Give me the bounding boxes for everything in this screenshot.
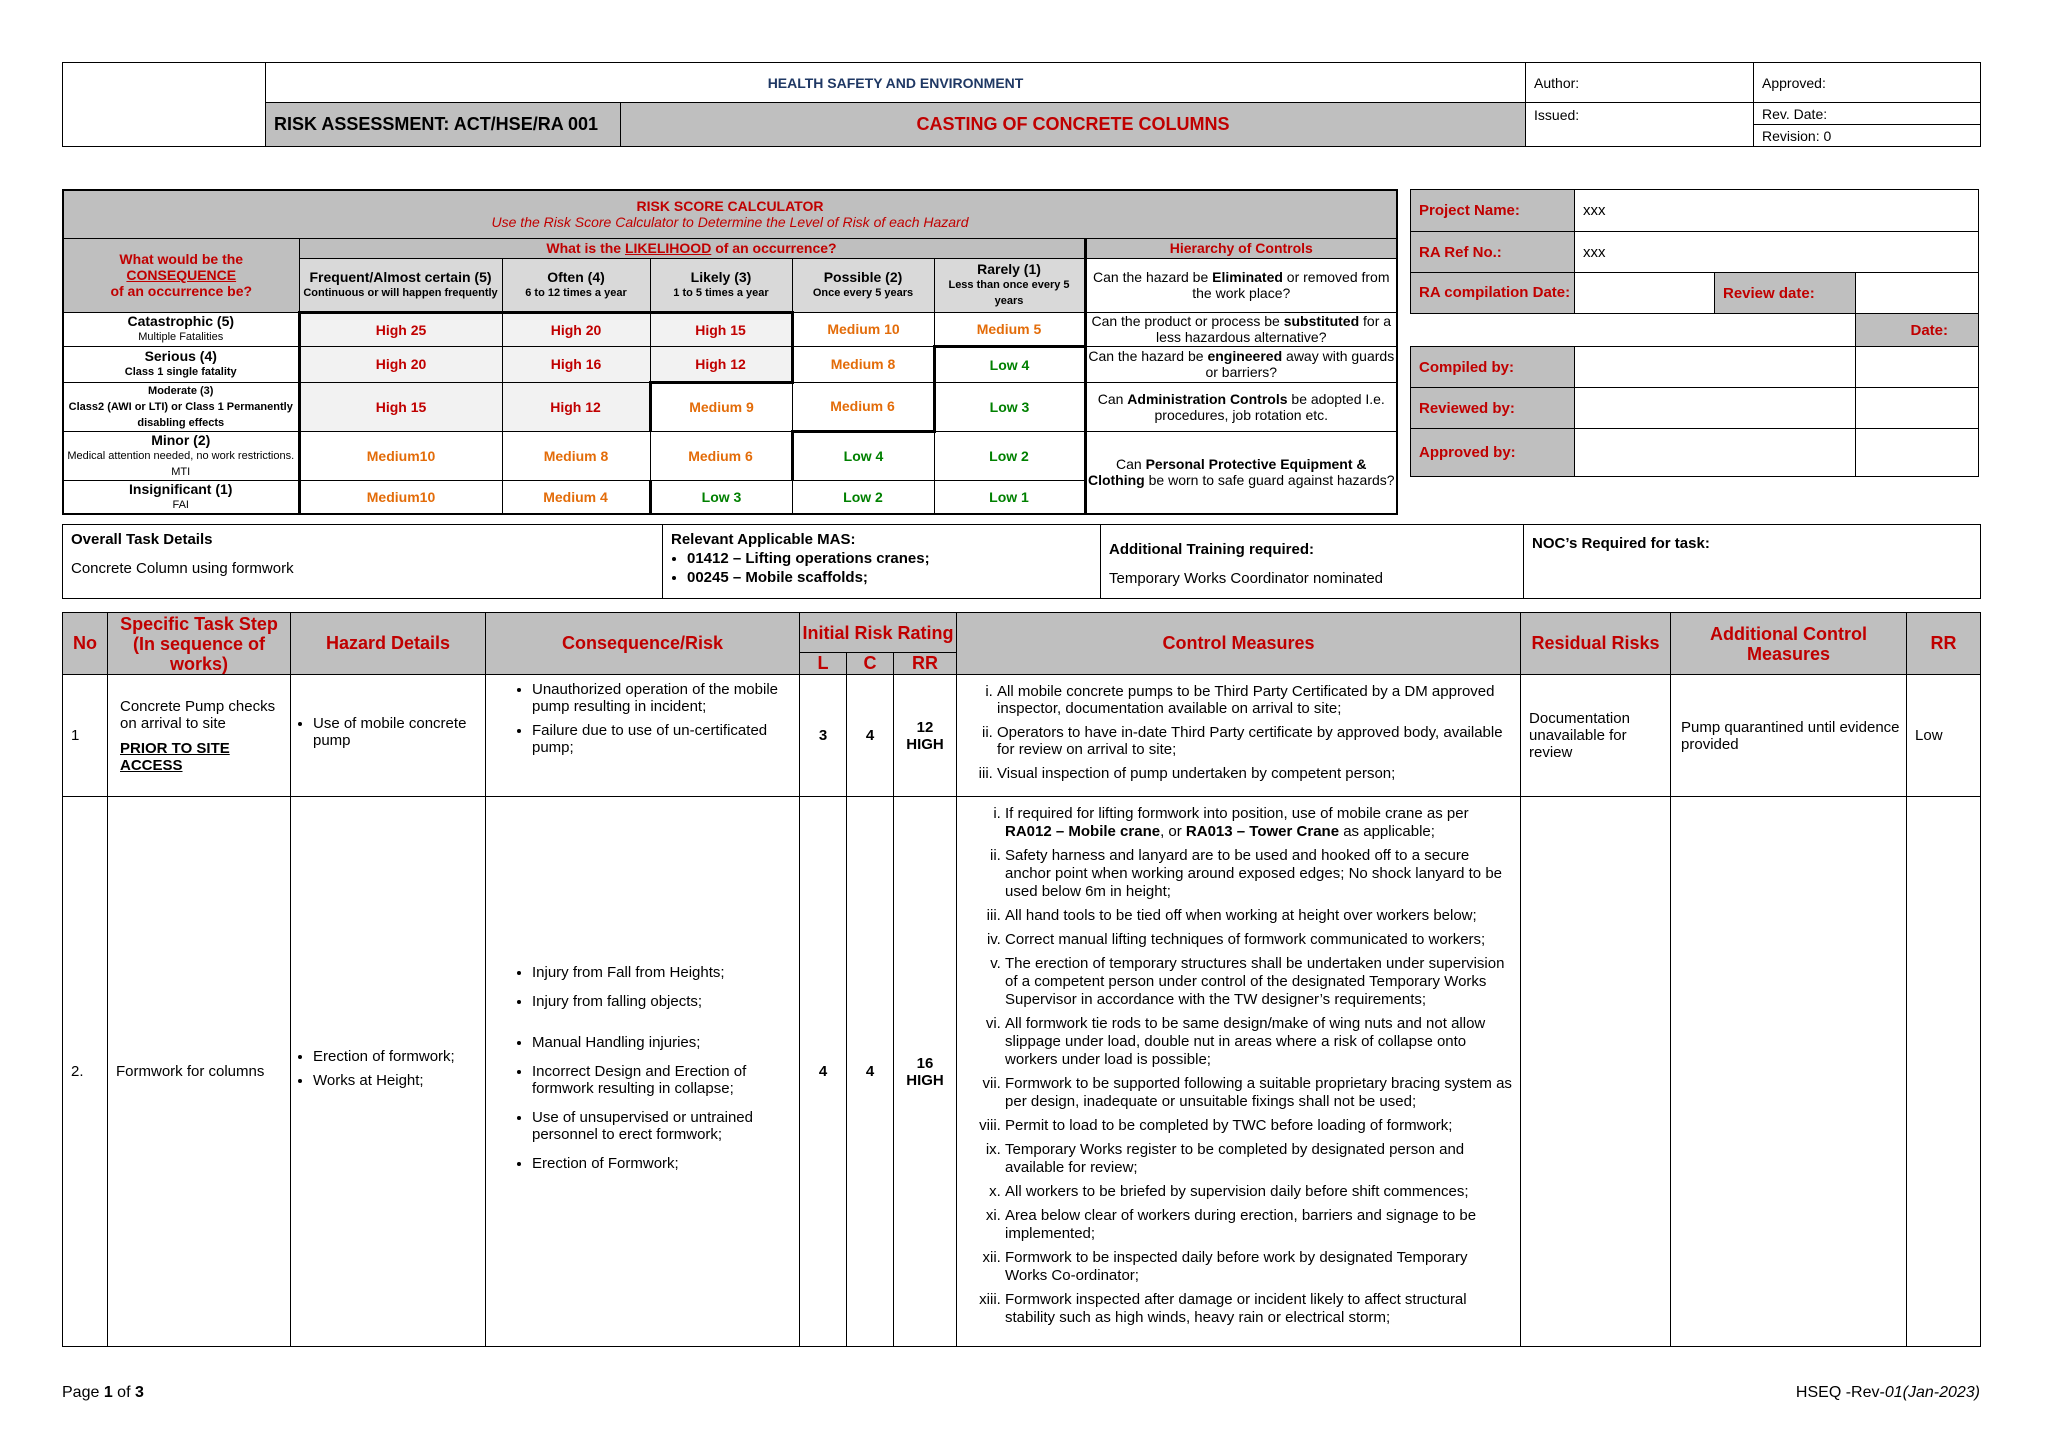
matrix-cell: High 20 xyxy=(502,312,650,346)
header-table xyxy=(62,62,1981,147)
mas-item: • 01412 – Lifting operations cranes; xyxy=(687,550,1092,567)
matrix-cell: Medium 10 xyxy=(792,312,934,346)
matrix-cell: Low 1 xyxy=(934,480,1085,514)
row-additional: Pump quarantined until evidence provided xyxy=(1671,675,1907,797)
row-rr2: Low xyxy=(1907,675,1981,797)
row-consequences: • Injury from Fall from Heights; • Injury from falling objects; • Manual Handling injuries; • Incorrect Design and Erection of formwork resulting in collapse; • Use of unsupervised or untrained personnel to erect formwork; • Erection of Formwork; xyxy=(486,797,800,1347)
row-hazards: • Erection of formwork; • Works at Height; xyxy=(291,797,486,1347)
col-initial-rating: Initial Risk Rating xyxy=(800,613,957,653)
issued-label: Issued: xyxy=(1526,103,1754,147)
col-initial-rr: RR xyxy=(894,653,957,675)
row-no: 1 xyxy=(63,675,108,797)
row-c: 4 xyxy=(847,675,894,797)
training-cell xyxy=(1101,525,1524,599)
matrix-cell: Low 3 xyxy=(934,382,1085,431)
matrix-cell: High 15 xyxy=(650,312,792,346)
approved-label: Approved: xyxy=(1754,63,1981,103)
mas-item: • 00245 – Mobile scaffolds; xyxy=(687,569,1092,586)
row-residual: Documentation unavailable for review xyxy=(1521,675,1671,797)
consequence-question: What would be the CONSEQUENCE of an occurrence be? xyxy=(63,238,299,312)
matrix-cell: High 12 xyxy=(502,382,650,431)
review-date-value xyxy=(1856,273,1979,314)
overall-task-label: Overall Task Details xyxy=(71,531,213,548)
risk-score-calculator xyxy=(62,189,1398,515)
project-name-label: Project Name: xyxy=(1411,190,1575,232)
row-residual xyxy=(1521,797,1671,1347)
col-control: Control Measures xyxy=(957,613,1521,675)
likelihood-question: What is the LIKELIHOOD of an occurrence? xyxy=(299,238,1085,258)
task-risk-table xyxy=(62,612,1981,1347)
matrix-row: Insignificant (1) FAI Medium10 Medium 4 Low 3 Low 2 Low 1 xyxy=(63,480,1397,514)
revision-label: Revision: 0 xyxy=(1754,125,1981,147)
compiled-date-value xyxy=(1856,347,1979,388)
matrix-cell: Medium 6 xyxy=(792,382,934,431)
matrix-cell: High 20 xyxy=(299,346,502,382)
row-no: 2. xyxy=(63,797,108,1347)
matrix-row: Minor (2) Medical attention needed, no work restrictions. MTI Medium10 Medium 8 Medium 6 Low 4 Low 2 Can Personal Protective Equipment & Clothing be worn to safe guard against hazards? xyxy=(63,431,1397,480)
row-task-note: PRIOR TO SITE ACCESS xyxy=(120,739,230,774)
project-info-table xyxy=(1410,189,1979,477)
project-name-value: xxx xyxy=(1575,190,1979,232)
hierarchy-title: Hierarchy of Controls xyxy=(1085,238,1397,258)
col-task: Specific Task Step (In sequence of works) xyxy=(108,613,291,675)
page-number: Page 1 of 3 xyxy=(62,1384,144,1401)
matrix-row: Moderate (3) Class2 (AWI or LTI) or Class 1 Permanently disabling effects High 15 High 12 Medium 9 Medium 6 Low 3 Can Administration Controls be adopted I.e. procedures, job rotation etc. xyxy=(63,382,1397,431)
col-c: C xyxy=(847,653,894,675)
matrix-cell: Medium 8 xyxy=(502,431,650,480)
col-residual: Residual Risks xyxy=(1521,613,1671,675)
table-row xyxy=(63,675,1981,797)
reviewed-by-label: Reviewed by: xyxy=(1411,388,1575,429)
training-value: Temporary Works Coordinator nominated xyxy=(1109,570,1384,587)
date-label: Date: xyxy=(1856,314,1979,347)
ra-ref-value: xxx xyxy=(1575,232,1979,273)
calculator-title: RISK SCORE CALCULATOR xyxy=(636,198,824,215)
reviewed-by-value xyxy=(1575,388,1856,429)
row-c: 4 xyxy=(847,797,894,1347)
matrix-cell: Medium 8 xyxy=(792,346,934,382)
row-l: 3 xyxy=(800,675,847,797)
row-rr: 16 HIGH xyxy=(894,797,957,1347)
matrix-cell: Low 2 xyxy=(792,480,934,514)
hierarchy-eliminate: Can the hazard be Eliminated or removed from the work place? xyxy=(1085,258,1397,312)
training-label: Additional Training required: xyxy=(1109,541,1315,558)
ra-compilation-label: RA compilation Date: xyxy=(1411,273,1575,314)
matrix-cell: Low 2 xyxy=(934,431,1085,480)
overall-task-value: Concrete Column using formwork xyxy=(71,560,294,577)
ra-ref-label: RA Ref No.: xyxy=(1411,232,1575,273)
matrix-cell: Medium 6 xyxy=(650,431,792,480)
matrix-cell: High 25 xyxy=(299,312,502,346)
mas-label: Relevant Applicable MAS: xyxy=(671,531,856,548)
row-additional xyxy=(1671,797,1907,1347)
rev-date-label: Rev. Date: xyxy=(1754,103,1981,125)
hse-title: HEALTH SAFETY AND ENVIRONMENT xyxy=(266,63,1526,103)
ra-number: RISK ASSESSMENT: ACT/HSE/RA 001 xyxy=(266,103,621,147)
row-controls: i. All mobile concrete pumps to be Third Party Certificated by a DM approved inspector, documentation available on arrival to site; ii. Operators to have in-date Third Party certificate by approved body, available for review on arrival to site; iii. Visual inspection of pump undertaken by competent person; xyxy=(957,675,1521,797)
row-controls: i. If required for lifting formwork into position, use of mobile crane as per RA012 – Mobile crane, or RA013 – Tower Crane as applicable; ii. Safety harness and lanyard are to be used and hooked off to a secure anchor point when working around exposed edges; No shock lanyard to be used below 6m in height; iii. All hand tools to be tied off when working at height over workers below; iv. Correct manual lifting techniques of formwork communicated to workers; v. The erection of temporary structures shall be undertaken under supervision of a competent person under control of the designated Temporary Works Supervisor in accordance with the TW designer’s requirements; vi. All formwork tie rods to be same design/make of wing nuts and not allow slippage under load, double nut in areas where a risk of collapse onto workers under load is possible; vii. Formwork to be supported following a suitable proprietary bracing system as per design, inadequate or unsuitable fixings shall not be used; viii. Permit to load to be completed by TWC before loading of formwork; ix. Temporary Works register to be completed by designated person and available for review; x. All workers to be briefed by supervision daily before shift commences; xi. Area below clear of workers during erection, barriers and signage to be implemented; xii. Formwork to be inspected daily before work by designated Temporary Works Co-ordinator; xiii. Formwork inspected after damage or incident likely to affect structural stability such as high winds, heavy rain or electrical storm; xyxy=(957,797,1521,1347)
approved-by-value xyxy=(1575,429,1856,477)
matrix-cell: High 15 xyxy=(299,382,502,431)
matrix-cell: Medium 5 xyxy=(934,312,1085,346)
revision-footer: HSEQ -Rev-01(Jan-2023) xyxy=(1795,1384,1980,1401)
matrix-cell: High 16 xyxy=(502,346,650,382)
approved-by-label: Approved by: xyxy=(1411,429,1575,477)
matrix-cell: Low 3 xyxy=(650,480,792,514)
row-task: Concrete Pump checks on arrival to site PRIOR TO SITE ACCESS xyxy=(108,675,291,797)
row-task: Formwork for columns xyxy=(108,797,291,1347)
hierarchy-substitute: Can the product or process be substituted for a less hazardous alternative? xyxy=(1085,312,1397,346)
compiled-by-value xyxy=(1575,347,1856,388)
overall-task-table xyxy=(62,524,1981,599)
col-l: L xyxy=(800,653,847,675)
row-l: 4 xyxy=(800,797,847,1347)
row-rr2 xyxy=(1907,797,1981,1347)
logo-cell xyxy=(63,63,266,147)
matrix-cell: Medium 4 xyxy=(502,480,650,514)
matrix-row: Catastrophic (5) Multiple Fatalities High 25 High 20 High 15 Medium 10 Medium 5 Can the product or process be substituted for a less hazardous alternative? xyxy=(63,312,1397,346)
overall-task-cell xyxy=(63,525,663,599)
calculator-subtitle: Use the Risk Score Calculator to Determine the Level of Risk of each Hazard xyxy=(491,214,969,231)
hierarchy-administration: Can Administration Controls be adopted I.e. procedures, job rotation etc. xyxy=(1085,382,1397,431)
col-hazard: Hazard Details xyxy=(291,613,486,675)
col-consequence: Consequence/Risk xyxy=(486,613,800,675)
table-row xyxy=(63,797,1981,1347)
hierarchy-engineer: Can the hazard be engineered away with guards or barriers? xyxy=(1085,346,1397,382)
ra-compilation-value xyxy=(1575,273,1715,314)
review-date-label: Review date: xyxy=(1715,273,1856,314)
matrix-cell: Medium10 xyxy=(299,480,502,514)
row-consequences: • Unauthorized operation of the mobile pump resulting in incident; • Failure due to use of un-certificated pump; xyxy=(486,675,800,797)
compiled-by-label: Compiled by: xyxy=(1411,347,1575,388)
matrix-cell: High 12 xyxy=(650,346,792,382)
hierarchy-ppe: Can Personal Protective Equipment & Clothing be worn to safe guard against hazards? xyxy=(1085,431,1397,514)
matrix-cell: Medium 9 xyxy=(650,382,792,431)
mas-cell xyxy=(663,525,1101,599)
author-label: Author: xyxy=(1526,63,1754,103)
approved-date-value xyxy=(1856,429,1979,477)
row-rr: 12 HIGH xyxy=(894,675,957,797)
matrix-cell: Medium10 xyxy=(299,431,502,480)
col-rr: RR xyxy=(1907,613,1981,675)
row-hazards: • Use of mobile concrete pump xyxy=(291,675,486,797)
matrix-cell: Low 4 xyxy=(934,346,1085,382)
col-additional: Additional Control Measures xyxy=(1671,613,1907,675)
matrix-row: Serious (4) Class 1 single fatality High 20 High 16 High 12 Medium 8 Low 4 Can the hazard be engineered away with guards or barriers? xyxy=(63,346,1397,382)
noc-cell xyxy=(1524,525,1981,599)
col-no: No xyxy=(63,613,108,675)
reviewed-date-value xyxy=(1856,388,1979,429)
noc-label: NOC’s Required for task: xyxy=(1532,535,1710,552)
matrix-cell: Low 4 xyxy=(792,431,934,480)
likelihood-header-row: Frequent/Almost certain (5) Continuous or will happen frequently Often (4) 6 to 12 times a year Likely (3) 1 to 5 times a year Possible (2) Once every 5 years Rarely (1) Less than once every 5 years Can the hazard be Eliminated or removed from the work place? xyxy=(63,258,1397,312)
document-title: CASTING OF CONCRETE COLUMNS xyxy=(621,103,1526,147)
